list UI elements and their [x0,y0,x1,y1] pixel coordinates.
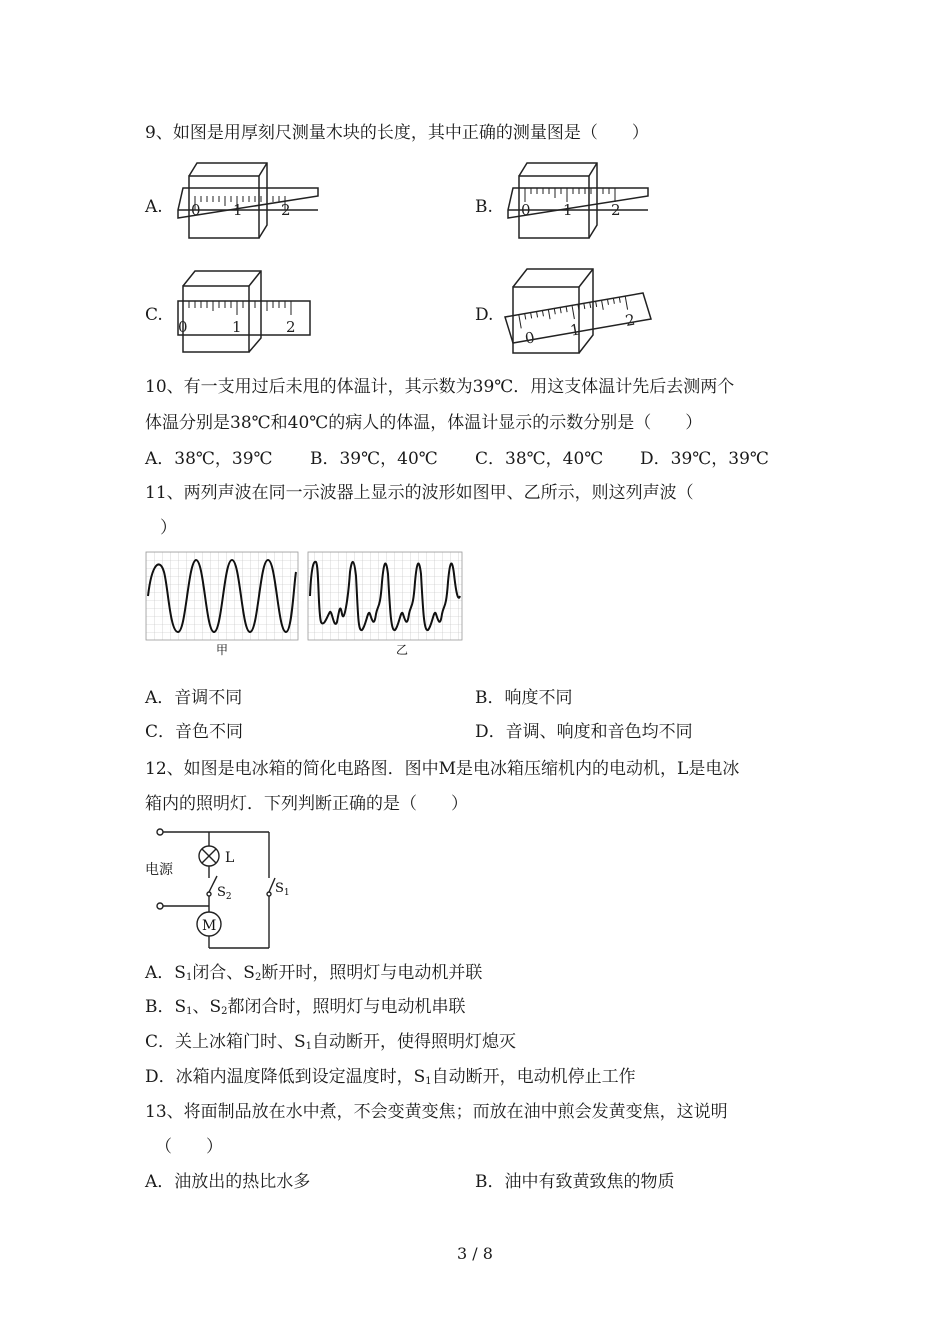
q11-stem-line1: 11、两列声波在同一示波器上显示的波形如图甲、乙所示，则这列声波（ [145,483,694,503]
q11-label-yi: 乙 [396,643,409,657]
q11-option-a: A．音调不同 [145,688,243,708]
q9-a-tick-0: 0 [191,201,201,219]
q10-option-d: D．39℃，39℃ [640,449,769,469]
q12-switch-s2 [209,876,217,892]
q9-option-d-label: D. [475,305,494,325]
q12-label-lamp: L [225,850,235,866]
q12-option-d: D．冰箱内温度降低到设定温度时，$S_1$自动断开，电动机停止工作 [145,1067,636,1087]
q12-label-s2: $S_2$ [217,885,232,902]
q13-stem-line1: 13、将面制品放在水中煮，不会变黄变焦；而放在油中煎会发黄变焦，这说明 [145,1102,728,1122]
q9-figure-b [505,158,650,243]
q12-option-c: C．关上冰箱门时、$S_1$自动断开，使得照明灯熄灭 [145,1032,517,1052]
q12-stem-line2: 箱内的照明灯．下列判断正确的是（ ） [145,794,468,814]
q10-stem-line1: 10、有一支用过后未甩的体温计，其示数为39℃．用这支体温计先后去测两个 [145,377,735,397]
q12-label-source: 电源 [145,862,173,878]
q11-label-jia: 甲 [216,643,229,657]
q9-b-tick-1: 1 [563,201,573,219]
q9-option-a-label: A. [145,197,163,217]
q9-stem: 9、如图是用厚刻尺测量木块的长度，其中正确的测量图是（ ） [145,123,649,143]
q9-b-tick-2: 2 [611,201,621,219]
q11-option-c: C．音色不同 [145,722,244,742]
q12-option-b: B．$S_1$、$S_2$都闭合时，照明灯与电动机串联 [145,997,466,1017]
q9-d-tick-0: 0 [523,328,537,348]
q9-option-b-label: B. [475,197,493,217]
q13-option-a: A．油放出的热比水多 [145,1172,311,1192]
q9-figure-a [175,158,320,243]
q9-c-tick-0: 0 [178,318,188,336]
q9-figure-d [505,265,655,357]
page-number: 3 / 8 [457,1244,493,1263]
q9-d-tick-1: 1 [568,320,582,340]
q13-option-b: B．油中有致黄致焦的物质 [475,1172,675,1192]
q9-c-tick-1: 1 [232,318,242,336]
q11-option-b: B．响度不同 [475,688,573,708]
q11-waveform-figure [146,552,464,660]
q9-a-tick-1: 1 [233,201,243,219]
q12-stem-line1: 12、如图是电冰箱的简化电路图．图中M是电冰箱压缩机内的电动机，L是电冰 [145,759,740,779]
q13-stem-line2: （ ） [155,1137,223,1157]
q12-circuit-diagram [145,826,290,954]
q12-label-motor: M [202,918,217,934]
q10-stem-line2: 体温分别是38℃和40℃的病人的体温，体温计显示的示数分别是（ ） [145,413,703,433]
q9-a-tick-2: 2 [281,201,291,219]
q9-d-tick-2: 2 [623,310,637,330]
q9-c-tick-2: 2 [286,318,296,336]
q12-label-s1: $S_1$ [275,881,290,898]
q11-option-d: D．音调、响度和音色均不同 [475,722,693,742]
q10-option-b: B．39℃，40℃ [310,449,438,469]
q9-b-tick-0: 0 [521,201,531,219]
q10-option-c: C．38℃，40℃ [475,449,604,469]
q9-option-c-label: C. [145,305,163,325]
q11-stem-line2: ） [160,518,177,538]
q12-option-a: A．$S_1$闭合、$S_2$断开时，照明灯与电动机并联 [145,963,483,983]
q9-figure-c [175,268,320,356]
q10-option-a: A．38℃，39℃ [145,449,273,469]
